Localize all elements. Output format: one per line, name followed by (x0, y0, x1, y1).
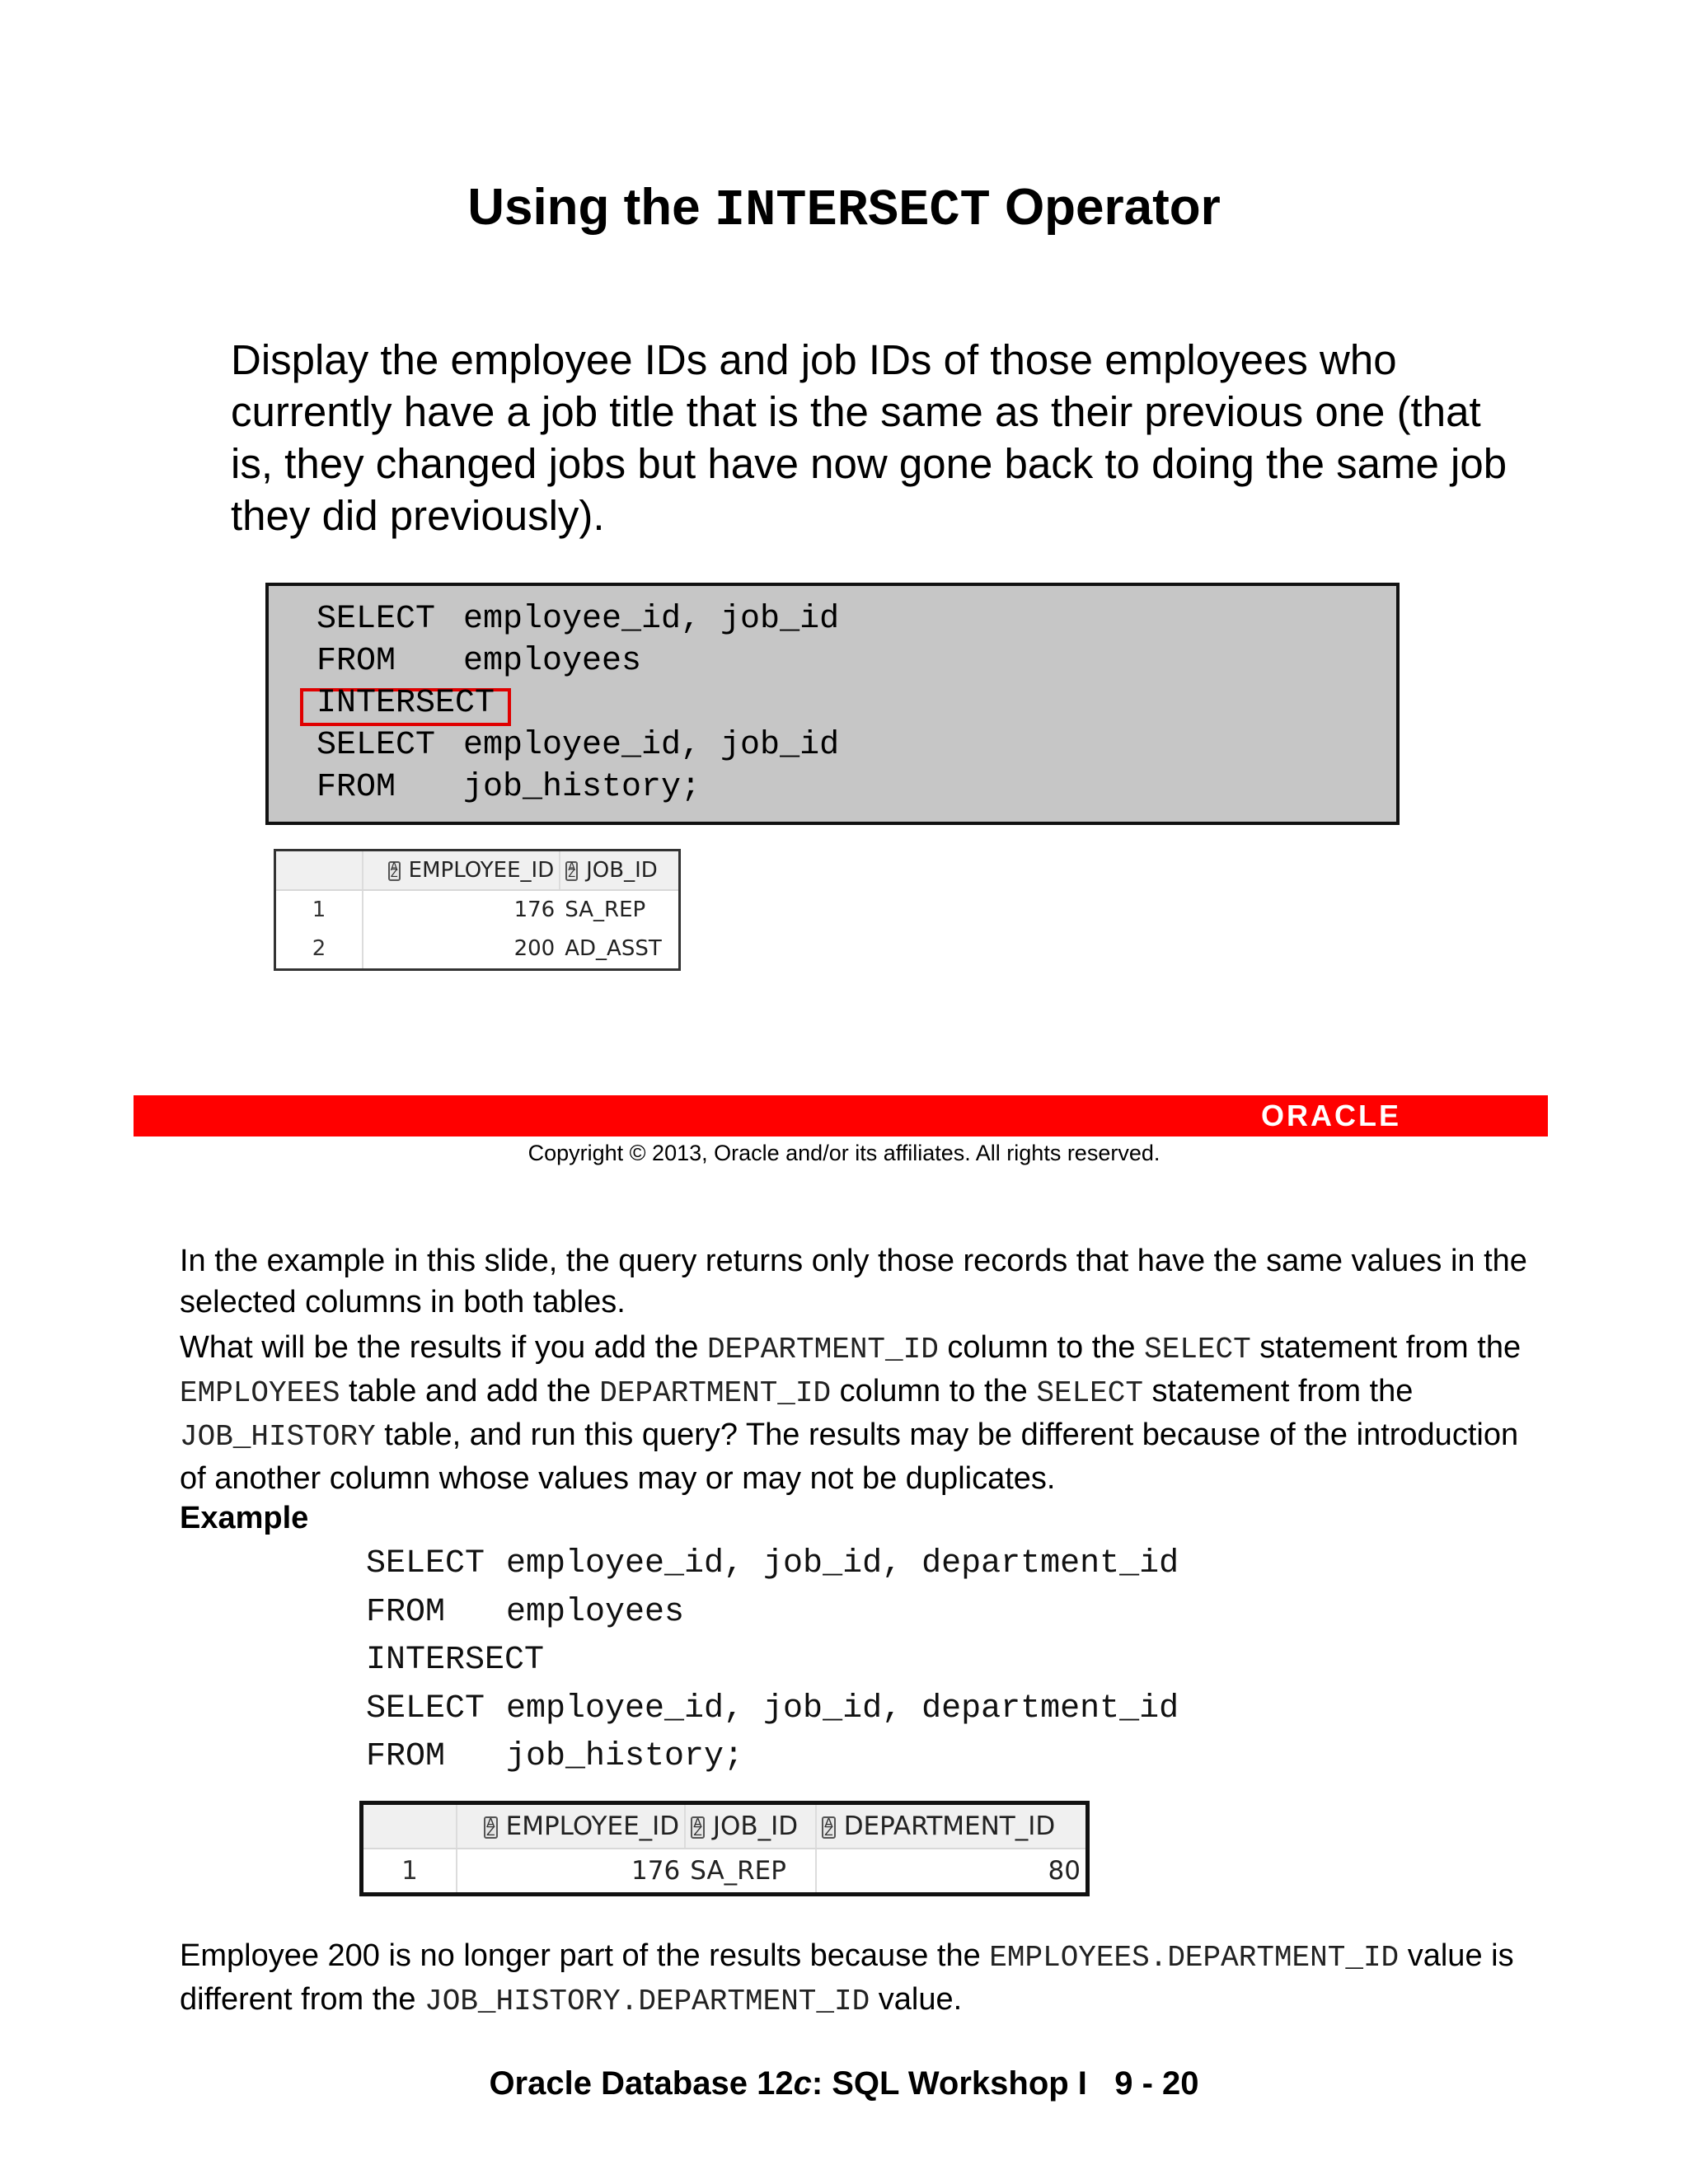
code-line: FROM employees (316, 643, 642, 680)
example-code-line: SELECT employee_id, job_id, department_id (366, 1545, 1179, 1582)
grid-header-row (276, 851, 678, 890)
notes-paragraph: What will be the results if you add the DEPARTMENT_ID column to the SELECT statement from the EMPLOYEES table and add the DEPARTMENT_ID column to the SELECT statement from the JOB_HISTORY table, and run this query? The results may be different because of the introduction of another column whose values may or may not be duplicates. (180, 1330, 1522, 1496)
example-code-line: SELECT employee_id, job_id, department_id (366, 1690, 1179, 1727)
sql-code-box (265, 583, 1400, 825)
slide-title (0, 175, 1688, 244)
sort-icon: A Z (388, 861, 401, 881)
grid-header-row (363, 1805, 1085, 1849)
example-code-line: INTERSECT (366, 1642, 545, 1679)
code-line: SELECT employee_id, job_id (316, 601, 840, 638)
column-header-job-id[interactable]: A Z JOB_ID (685, 1805, 816, 1849)
sort-icon: A Z (484, 1816, 498, 1839)
sort-icon: A Z (822, 1816, 836, 1839)
notes-paragraph: In the example in this slide, the query returns only those records that have the same values in the selected columns in both tables. (180, 1244, 1527, 1319)
page-footer: Oracle Database 12c: SQL Workshop I 9 - 20 (489, 2065, 1199, 2102)
title-text-end: Operator (990, 179, 1221, 236)
copyright-notice: Copyright © 2013, Oracle and/or its affiliates. All rights reserved. (528, 1141, 1160, 1165)
column-header-employee-id[interactable]: A Z EMPLOYEE_ID (363, 851, 560, 890)
query-result-grid (274, 849, 681, 971)
title-text: Using the (467, 179, 715, 236)
column-header-job-id[interactable]: A Z JOB_ID (560, 851, 678, 890)
code-line: INTERSECT (316, 685, 495, 722)
oracle-logo: ORACLE (1261, 1099, 1401, 1132)
column-header-department-id[interactable]: A Z DEPARTMENT_ID (816, 1805, 1085, 1849)
sort-icon: A Z (565, 861, 578, 881)
code-line: SELECT employee_id, job_id (316, 727, 840, 764)
table-row[interactable]: 1 176 SA_REP 80 (363, 1849, 1085, 1892)
example-code-line: FROM employees (366, 1594, 685, 1631)
example-heading: Example (180, 1501, 309, 1535)
example-result-grid (359, 1801, 1090, 1896)
title-code: INTERSECT (714, 181, 991, 240)
notes-paragraph: Employee 200 is no longer part of the results because the EMPLOYEES.DEPARTMENT_ID value is different from the JOB_HISTORY.DEPARTMENT_ID value. (180, 1938, 1514, 2018)
table-row[interactable]: 1 176 SA_REP (276, 890, 678, 929)
example-code-line: FROM job_history; (366, 1738, 744, 1775)
sort-icon: A Z (691, 1816, 705, 1839)
table-row[interactable]: 2 200 AD_ASST (276, 930, 678, 968)
code-line: FROM job_history; (316, 769, 701, 806)
slide-description: Display the employee IDs and job IDs of those employees who currently have a job title that is the same as their previous one (that is, they changed jobs but have now gone back to doing the same job they did previously). (231, 336, 1507, 539)
column-header-employee-id[interactable]: A Z EMPLOYEE_ID (457, 1805, 685, 1849)
oracle-banner (134, 1095, 1548, 1137)
